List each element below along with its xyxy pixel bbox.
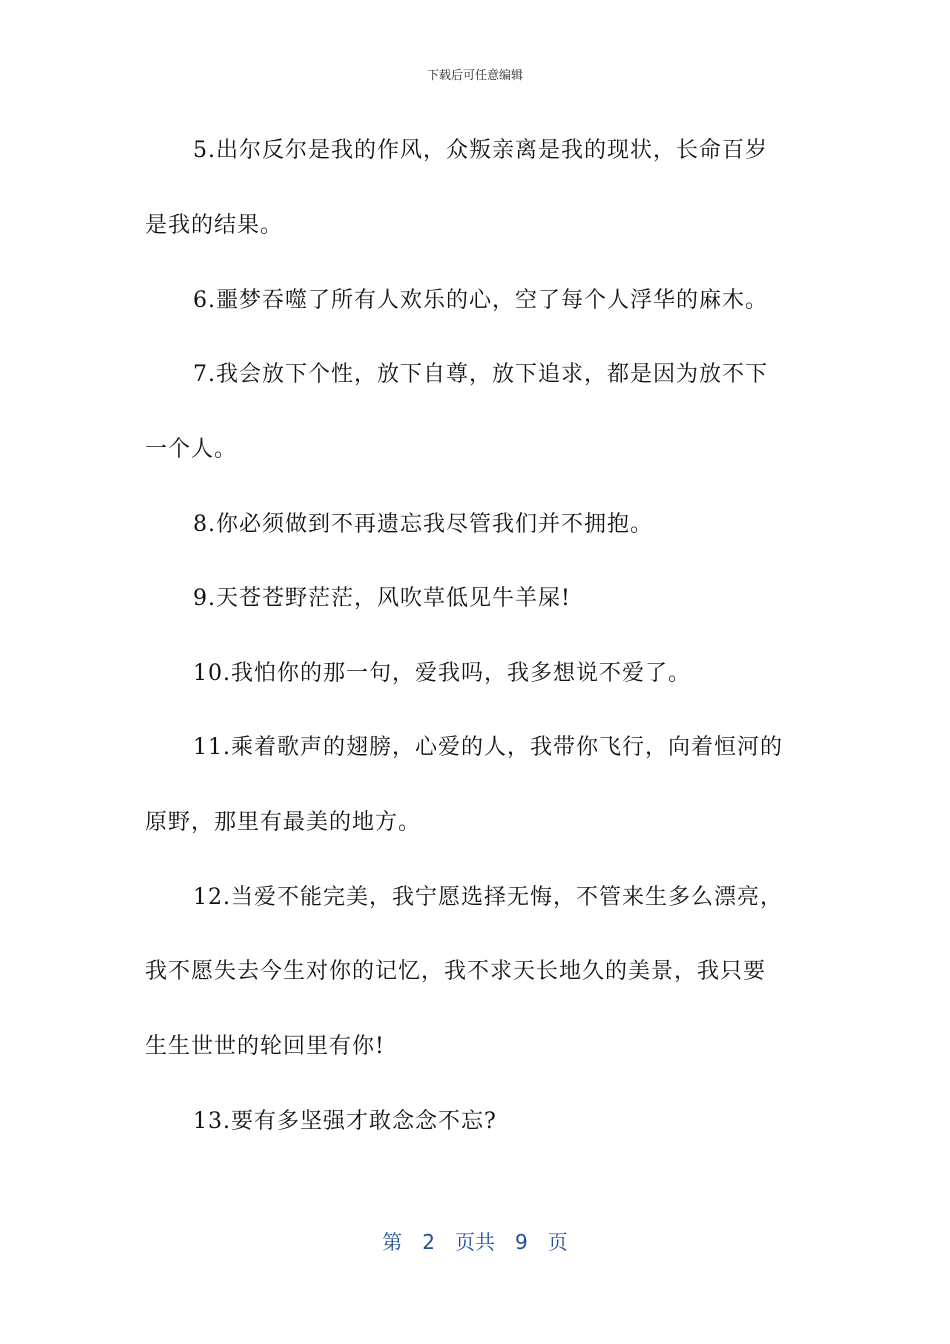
- paragraph-6-line-1: 6.噩梦吞噬了所有人欢乐的心，空了每个人浮华的麻木。: [193, 288, 768, 313]
- paragraph-9-line-1: 9.天苍苍野茫茫，风吹草低见牛羊屎!: [193, 586, 571, 611]
- footer-suffix: 页: [547, 1230, 568, 1254]
- paragraph-8-line-1: 8.你必须做到不再遗忘我尽管我们并不拥抱。: [193, 512, 653, 537]
- paragraph-10-line-1: 10.我怕你的那一句，爱我吗，我多想说不爱了。: [193, 661, 691, 686]
- paragraph-12-line-3: 生生世世的轮回里有你!: [145, 1034, 385, 1059]
- paragraph-7-line-2: 一个人。: [145, 437, 238, 462]
- page-header: 下载后可任意编辑: [426, 68, 523, 82]
- footer-prefix: 第: [382, 1230, 403, 1254]
- paragraph-5-line-2: 是我的结果。: [145, 213, 284, 238]
- page-footer: [0, 1226, 950, 1255]
- footer-middle: 页共: [455, 1230, 495, 1254]
- paragraph-5-line-1: 5.出尔反尔是我的作风，众叛亲离是我的现状，长命百岁: [193, 138, 768, 163]
- footer-page-number: 2: [422, 1230, 435, 1254]
- footer-total-pages: 9: [515, 1230, 528, 1254]
- paragraph-12-line-1: 12.当爱不能完美，我宁愿选择无悔，不管来生多么漂亮，: [193, 885, 783, 910]
- paragraph-13-line-1: 13.要有多坚强才敢念念不忘?: [193, 1109, 497, 1134]
- paragraph-11-line-2: 原野，那里有最美的地方。: [145, 810, 422, 835]
- paragraph-12-line-2: 我不愿失去今生对你的记忆，我不求天长地久的美景，我只要: [145, 959, 767, 984]
- paragraph-11-line-1: 11.乘着歌声的翅膀，心爱的人，我带你飞行，向着恒河的: [193, 735, 783, 760]
- paragraph-7-line-1: 7.我会放下个性，放下自尊，放下追求，都是因为放不下: [193, 362, 768, 387]
